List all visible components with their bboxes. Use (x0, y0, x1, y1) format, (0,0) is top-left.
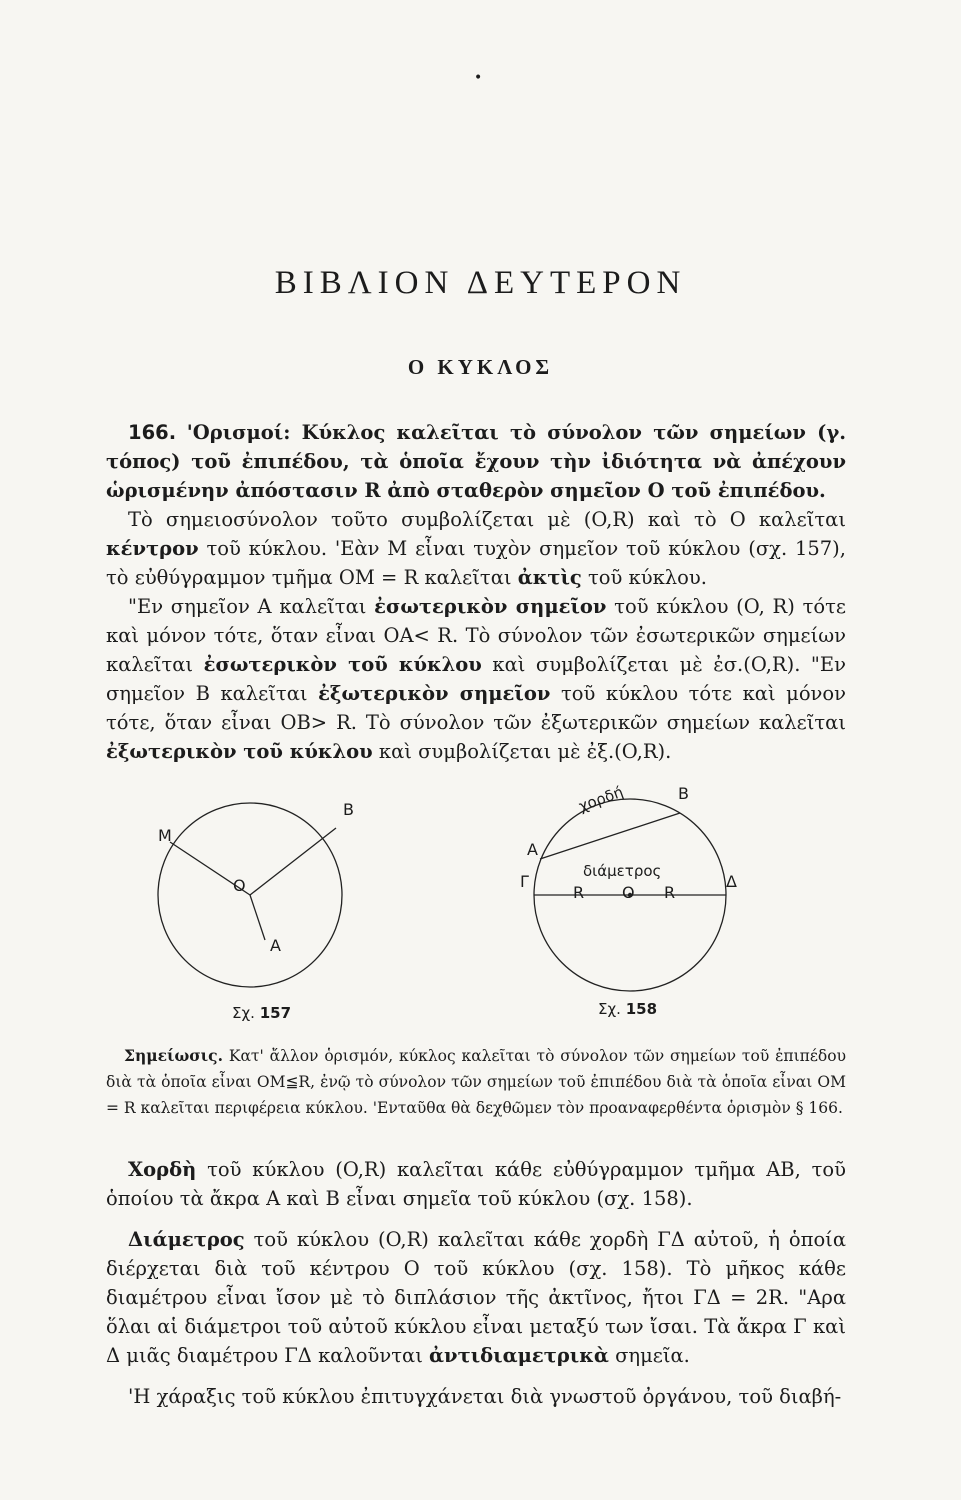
term-diameter: Διάμετρος (128, 1228, 245, 1251)
text-run: τοῦ κύκλου (O, R) τότε καὶ μόνον τότε, ὅταν εἶναι ΟΑ< R. Τὸ σύνολον τῶν ἐσωτερικῶν σημείων καλεῖται (106, 595, 846, 676)
term-interior: ἐσωτερικὸν τοῦ κύκλου (203, 653, 482, 676)
book-title: ΒΙΒΛΙΟΝ ΔΕΥΤΕΡΟΝ (274, 265, 687, 301)
figure-157-caption (232, 1004, 291, 1022)
last-paragraph (106, 1382, 846, 1411)
figure-158-caption (598, 1000, 657, 1018)
term-chord: Χορδὴ (128, 1158, 197, 1181)
caption-prefix: Σχ. (598, 1000, 621, 1018)
caption-prefix: Σχ. (232, 1004, 255, 1022)
label-diameter: διάμετρος (583, 862, 662, 880)
label-delta: Δ (726, 872, 737, 891)
figure-157 (150, 790, 350, 1030)
label-b: B (678, 784, 689, 803)
diameter-paragraph (106, 1225, 846, 1370)
diameter-text-end: σημεῖα. (608, 1344, 690, 1367)
label-b: B (343, 800, 354, 819)
term-exterior-point: ἐξωτερικὸν σημεῖον (318, 682, 551, 705)
text-run: καὶ συμβολίζεται μὲ ἐσ.(O,R). "Εν σημεῖον Β καλεῖται (106, 653, 846, 705)
caption-number: 158 (625, 1000, 658, 1018)
label-a: A (527, 840, 538, 859)
interior-exterior-paragraph (106, 592, 846, 766)
section-166 (106, 418, 846, 766)
text-run: "Εν σημεῖον Α καλεῖται (128, 595, 375, 618)
segment-ob (250, 828, 336, 895)
header-mark: • (474, 70, 483, 86)
section-number: 166. (128, 421, 177, 444)
label-a: A (270, 936, 281, 955)
text-run: τοῦ κύκλου. (581, 566, 707, 589)
label-m: M (158, 826, 172, 845)
definition-text: 'Ορισμοί: Κύκλος καλεῖται τὸ σύνολον τῶν σημείων (γ. τόπος) τοῦ ἐπιπέδου, τὰ ὁποῖα ἔχουν τὴν ἰδιότητα νὰ ἀπέχουν ὡρισμένην ἀπόστασιν R ἀπὸ σταθερὸν σημεῖον Ο τοῦ ἐπιπέδου. (106, 421, 846, 502)
center-radius-paragraph (106, 505, 846, 592)
label-r-left: R (573, 883, 585, 902)
definition-paragraph (106, 418, 846, 505)
chord-paragraph (106, 1155, 846, 1213)
text-run: Τὸ σημειοσύνολον τοῦτο συμβολίζεται μὲ (O,R) καὶ τὸ Ο καλεῖται (128, 508, 846, 531)
term-interior-point: ἐσωτερικὸν σημεῖον (374, 595, 607, 618)
text-run: καὶ συμβολίζεται μὲ ἐξ.(O,R). (372, 740, 672, 763)
segment-oa (250, 895, 265, 940)
label-r-right: R (664, 883, 676, 902)
label-gamma: Γ (520, 872, 529, 891)
compass-text: 'Η χάραξις τοῦ κύκλου ἐπιτυγχάνεται διὰ γνωστοῦ ὀργάνου, τοῦ διαβή- (128, 1385, 842, 1408)
text-run: τοῦ κύκλου. 'Εὰν Μ εἶναι τυχὸν σημεῖον τοῦ κύκλου (σχ. 157), τὸ εὐθύγραμμον τμῆμα ΟΜ = R καλεῖται (106, 537, 846, 589)
figure-158 (530, 775, 750, 1005)
term-center: κέντρον (106, 537, 199, 560)
chord-text: τοῦ κύκλου (O,R) καλεῖται κάθε εὐθύγραμμον τμῆμα ΑΒ, τοῦ ὁποίου τὰ ἄκρα Α καὶ Β εἶναι σημεῖα τοῦ κύκλου (σχ. 158). (106, 1158, 846, 1210)
note-paragraph (106, 1043, 846, 1121)
term-radius: ἀκτὶς (517, 566, 582, 589)
diameter-text: τοῦ κύκλου (O,R) καλεῖται κάθε χορδὴ ΓΔ αὐτοῦ, ἡ ὁποία διέρχεται διὰ τοῦ κέντρου Ο τοῦ κύκλου (σχ. 158). Τὸ μῆκος κάθε διαμέτρου εἶναι ἴσον μὲ τὸ διπλάσιον τῆς ἀκτῖνος, ἤτοι ΓΔ = 2R. "Αρα ὅλαι αἱ διάμετροι τοῦ αὐτοῦ κύκλου εἶναι μεταξύ των ἴσαι. Τὰ ἄκρα Γ καὶ Δ μιᾶς διαμέτρου ΓΔ καλοῦνται (106, 1228, 846, 1367)
chord-ab (540, 813, 680, 859)
term-antidiametric: ἀντιδιαμετρικὰ (429, 1344, 609, 1367)
note-text: Κατ' ἄλλον ὁρισμόν, κύκλος καλεῖται τὸ σύνολον τῶν σημείων τοῦ ἐπιπέδου διὰ τὰ ὁποῖα εἶναι ΟΜ≦R, ἐνῷ τὸ σύνολον τῶν σημείων τοῦ ἐπιπέδου διὰ τὰ ὁποῖα εἶναι ΟΜ = R καλεῖται περιφέρεια κύκλου. 'Ενταῦθα θὰ δεχθῶμεν τὸν προαναφερθέντα ὁρισμὸν § 166. (106, 1047, 846, 1117)
label-o: O (622, 883, 635, 902)
chapter-title: Ο ΚΥΚΛΟΣ (407, 355, 554, 379)
note-heading: Σημείωσις. (124, 1046, 224, 1065)
label-o: O (233, 876, 246, 895)
caption-number: 157 (259, 1004, 292, 1022)
text-run: τοῦ κύκλου τότε καὶ μόνον τότε, ὅταν εἶναι ΟΒ> R. Τὸ σύνολον τῶν ἐξωτερικῶν σημείων καλεῖται (106, 682, 847, 734)
term-exterior: ἐξωτερικὸν τοῦ κύκλου (106, 740, 373, 763)
label-chord: χορδή (576, 782, 626, 816)
